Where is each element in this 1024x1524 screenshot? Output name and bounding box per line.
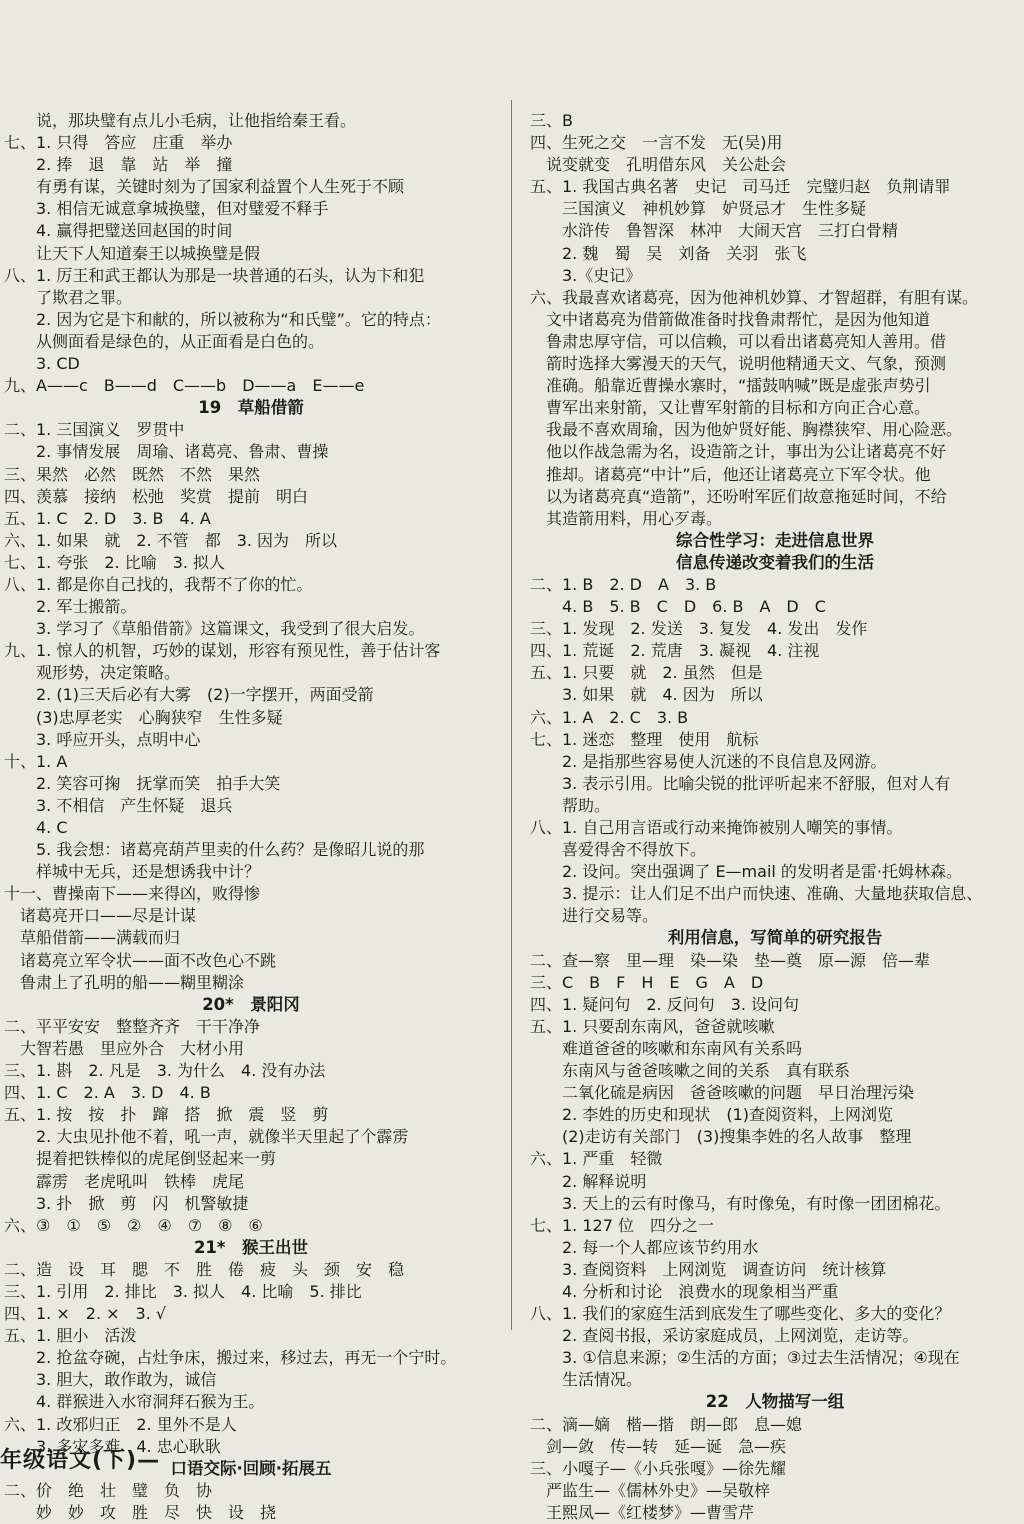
answer-line: 箭时选择大雾漫天的天气，说明他精通天文、气象，预测 [546,354,947,374]
answer-line: 3.《史记》 [562,265,642,285]
answer-line: 大智若愚 里应外合 大材小用 [20,1038,245,1058]
answer-line: 二、造 设 耳 腮 不 胜 倦 疲 头 颈 安 稳 [4,1259,405,1279]
answer-line: (3)忠厚老实 心胸狭窄 生性多疑 [36,707,283,727]
answer-line: 四、1. C 2. A 3. D 4. B [4,1083,211,1103]
answer-line: 三、1. 发现 2. 发送 3. 复发 4. 发出 发作 [530,619,868,639]
answer-line: 二氧化硫是病因 爸爸咳嗽的问题 早日治理污染 [562,1083,915,1103]
answer-line: 3. 不相信 产生怀疑 退兵 [36,795,233,815]
answer-line: 三、果然 必然 既然 不然 果然 [4,464,261,484]
answer-line: 进行交易等。 [562,906,659,926]
answer-line: (2)走访有关部门 (3)搜集李姓的名人故事 整理 [562,1127,912,1147]
section-heading: 19 草船借箭 [198,398,304,418]
answer-line: 2. 因为它是卞和献的，所以被称为“和氏璧”。它的特点： [36,309,441,329]
answer-line: 3. 天上的云有时像马，有时像兔，有时像一团团棉花。 [562,1193,951,1213]
answer-line: 五、1. 胆小 活泼 [4,1326,137,1346]
answer-line: 难道爸爸的咳嗽和东南风有关系吗 [562,1038,803,1058]
answer-line: 准确。船靠近曹操水寨时，“擂鼓呐喊”既是虚张声势引 [546,376,931,396]
answer-line: 三、C B F H E G A D [530,972,764,992]
answer-line: 说，那块璧有点儿小毛病，让他指给秦王看。 [36,111,357,130]
answer-line: 鲁肃忠厚守信，可以信赖，可以看出诸葛亮知人善用。借 [546,331,947,351]
right-column [530,110,1020,1524]
page-footer: 年级语文(下)— [0,1448,161,1473]
answer-line: 八、1. 都是你自己找的，我帮不了你的忙。 [4,574,313,594]
answer-line: 3. 表示引用。比喻尖锐的批评听起来不舒服，但对人有 [562,773,951,793]
answer-line: 七、1. 只得 答应 庄重 举办 [4,133,233,153]
answer-line: 3. 胆大，敢作敢为，诚信 [36,1370,217,1390]
answer-line: 3. 相信无诚意拿城换璧，但对璧爱不释手 [36,199,329,219]
answer-line: 2. 查阅书报，采访家庭成员，上网浏览，走访等。 [562,1326,919,1346]
answer-line: 十一、曹操南下——来得凶，败得惨 [4,884,261,904]
answer-line: 五、1. 只要刮东南风，爸爸就咳嗽 [530,1016,775,1036]
answer-line: 推却。诸葛亮“中计”后，他还让诸葛亮立下军令状。他 [546,464,931,484]
answer-line: 帮助。 [562,795,611,815]
answer-line: 五、1. 我国古典名著 史记 司马迁 完璧归赵 负荆请罪 [530,177,951,197]
answer-line: 4. 分析和讨论 浪费水的现象相当严重 [562,1281,839,1301]
answer-line: 从侧面看是绿色的，从正面看是白色的。 [36,331,325,351]
answer-line: 四、1. 疑问句 2. 反问句 3. 设问句 [530,994,800,1014]
answer-line: 诸葛亮开口——尽是计谋 [20,906,197,926]
answer-line: 诸葛亮立军令状——面不改色心不跳 [20,950,277,970]
section-heading: 利用信息，写简单的研究报告 [667,928,883,948]
answer-line: 八、1. 我们的家庭生活到底发生了哪些变化、多大的变化？ [530,1304,951,1324]
answer-line: 霹雳 老虎吼叫 铁棒 虎尾 [36,1171,245,1191]
answer-line: 十、1. A [4,751,68,771]
answer-line: 3. 呼应开头，点明中心 [36,729,201,749]
answer-line: 让天下人知道秦王以城换璧是假 [36,243,261,263]
answer-line: 3. ①信息来源；②生活的方面；③过去生活情况；④现在 [562,1348,960,1368]
answer-line: 二、价 绝 壮 璧 负 协 [4,1480,213,1500]
answer-line: 2. 解释说明 [562,1171,647,1191]
answer-line: 七、1. 夸张 2. 比喻 3. 拟人 [4,552,226,572]
answer-line: 2. 军士搬箭。 [36,597,137,617]
answer-line: 3. CD [36,354,80,374]
answer-line: 六、1. A 2. C 3. B [530,707,689,727]
answer-line: 观形势，决定策略。 [36,663,181,683]
answer-line: 我最不喜欢周瑜，因为他妒贤好能、胸襟狭窄、用心险恶。 [546,420,963,440]
section-heading: 22 人物描写一组 [705,1392,845,1412]
answer-line: 2. 是指那些容易使人沉迷的不良信息及网游。 [562,751,887,771]
answer-line: 严监生—《儒林外史》—吴敬梓 [546,1480,771,1500]
answer-line: 3. 扑 掀 剪 闪 机警敏捷 [36,1193,249,1213]
answer-line: 六、③ ① ⑤ ② ④ ⑦ ⑧ ⑥ [4,1215,263,1235]
answer-line: 3. 提示：让人们足不出户而快速、准确、大量地获取信息、 [562,884,983,904]
answer-line: 五、1. C 2. D 3. B 4. A [4,508,211,528]
answer-line: 3. 学习了《草船借箭》这篇课文，我受到了很大启发。 [36,619,425,639]
answer-line: 四、生死之交 一言不发 无(吴)用 [530,133,783,153]
answer-line: 他以作战急需为名，设造箭之计，事出为公让诸葛亮不好 [546,442,947,462]
answer-line: 水浒传 鲁智深 林冲 大闹天宫 三打白骨精 [562,221,899,241]
answer-line: 七、1. 迷恋 整理 使用 航标 [530,729,759,749]
answer-line: 2. 大虫见扑他不着，吼一声，就像半天里起了个霹雳 [36,1127,409,1147]
answer-line: 其造箭用料，用心歹毒。 [546,508,723,528]
answer-line: 以为诸葛亮真“造箭”，还吩咐军匠们故意拖延时间，不给 [546,486,947,506]
answer-line: 二、滴—嫡 楷—揩 朗—郎 息—媳 [530,1414,803,1434]
answer-line: 2. (1)三天后必有大雾 (2)一字摆开，两面受箭 [36,685,374,705]
answer-line: 八、1. 自己用言语或行动来掩饰被别人嘲笑的事情。 [530,818,903,837]
answer-line: 曹军出来射箭，又让曹军射箭的目标和方向正合心意。 [546,398,931,418]
answer-line: 四、羡慕 接纳 松弛 奖赏 提前 明白 [4,486,309,506]
answer-line: 剑—敛 传—转 延—诞 急—疾 [546,1436,787,1456]
answer-line: 2. 魏 蜀 吴 刘备 关羽 张飞 [562,243,807,263]
answer-line: 三、1. 斟 2. 凡是 3. 为什么 4. 没有办法 [4,1061,326,1081]
answer-line: 有勇有谋，关键时刻为了国家利益置个人生死于不顾 [36,177,405,197]
answer-line: 三国演义 神机妙算 妒贤忌才 生性多疑 [562,199,867,219]
answer-line: 文中诸葛亮为借箭做准备时找鲁肃帮忙，是因为他知道 [546,309,931,329]
answer-line: 二、1. B 2. D A 3. B [530,574,717,594]
answer-line: 东南风与爸爸咳嗽之间的关系 真有联系 [562,1061,851,1081]
answer-line: 4. B 5. B C D 6. B A D C [562,597,826,617]
answer-line: 四、1. 荒诞 2. 荒唐 3. 凝视 4. 注视 [530,641,820,661]
answer-line: 喜爱得舍不得放下。 [562,840,707,860]
answer-line: 了欺君之罪。 [36,287,133,307]
answer-line: 四、1. × 2. × 3. √ [4,1304,167,1324]
answer-line: 4. 群猴进入水帘洞拜石猴为王。 [36,1392,265,1412]
answer-line: 鲁肃上了孔明的船——糊里糊涂 [20,972,245,992]
answer-line: 三、1. 引用 2. 排比 3. 拟人 4. 比喻 5. 排比 [4,1281,362,1301]
left-column [4,110,498,1524]
answer-line: 二、平平安安 整整齐齐 干干净净 [4,1016,261,1036]
column-divider [511,100,512,1330]
answer-line: 2. 李姓的历史和现状 (1)查阅资料，上网浏览 [562,1105,894,1125]
answer-line: 生活情况。 [562,1370,643,1390]
section-heading: 20* 景阳冈 [202,994,300,1014]
answer-line: 3. 查阅资料 上网浏览 调查访问 统计核算 [562,1259,887,1279]
answer-line: 2. 捧 退 靠 站 举 撞 [36,155,233,175]
answer-line: 六、1. 严重 轻微 [530,1149,663,1169]
answer-line: 2. 设问。突出强调了 E—mail 的发明者是雷·托姆林森。 [562,862,963,882]
answer-line: 六、1. 如果 就 2. 不管 都 3. 因为 所以 [4,530,338,550]
answer-line: 二、1. 三国演义 罗贯中 [4,420,185,440]
section-heading: 综合性学习：走进信息世界 [676,530,874,550]
answer-line: 说变就变 孔明借东风 关公赴会 [546,155,787,175]
answer-line: 二、查—察 里—理 染—染 垫—奠 原—源 倍—辈 [530,950,931,970]
answer-line: 八、1. 厉王和武王都认为那是一块普通的石头，认为卞和犯 [4,265,425,285]
answer-line: 妙 妙 攻 胜 尽 快 设 挠 [36,1502,277,1522]
answer-line: 3. 多灾多难 4. 忠心耿耿 [36,1436,221,1456]
answer-line: 2. 抢盆夺碗，占灶争床，搬过来，移过去，再无一个宁时。 [36,1348,457,1368]
answer-line: 5. 我会想：诸葛亮葫芦里卖的什么药？是像昭儿说的那 [36,840,425,860]
section-heading: 信息传递改变着我们的生活 [676,552,874,572]
answer-line: 样城中无兵，还是想诱我中计？ [36,862,261,882]
answer-line: 3. 如果 就 4. 因为 所以 [562,685,763,705]
answer-line: 王熙凤—《红楼梦》—曹雪芹 [546,1502,755,1522]
answer-line: 三、小嘎子—《小兵张嘎》—徐先耀 [530,1458,787,1478]
answer-line: 提着把铁棒似的虎尾倒竖起来一剪 [36,1149,277,1169]
answer-line: 九、1. 惊人的机智，巧妙的谋划，形容有预见性，善于估计客 [4,641,441,661]
answer-line: 草船借箭——满载而归 [20,928,181,948]
answer-line: 六、1. 改邪归正 2. 里外不是人 [4,1414,237,1434]
answer-line: 4. 赢得把璧送回赵国的时间 [36,221,233,241]
answer-line: 4. C [36,818,68,837]
answer-line: 七、1. 127 位 四分之一 [530,1215,714,1235]
answer-line: 2. 笑容可掬 抚掌而笑 拍手大笑 [36,773,281,793]
answer-line: 五、1. 按 按 扑 蹿 搭 掀 震 竖 剪 [4,1105,329,1125]
answer-line: 九、A——c B——d C——b D——a E——e [4,376,365,396]
answer-line: 五、1. 只要 就 2. 虽然 但是 [530,663,763,683]
answer-line: 2. 每一个人都应该节约用水 [562,1237,759,1257]
answer-line: 三、B [530,111,573,130]
answer-line: 2. 事情发展 周瑜、诸葛亮、鲁肃、曹操 [36,442,329,462]
section-heading: 21* 猴王出世 [193,1237,309,1257]
section-heading: 口语交际·回顾·拓展五 [170,1458,332,1478]
answer-line: 六、我最喜欢诸葛亮，因为他神机妙算、才智超群，有胆有谋。 [530,287,979,307]
